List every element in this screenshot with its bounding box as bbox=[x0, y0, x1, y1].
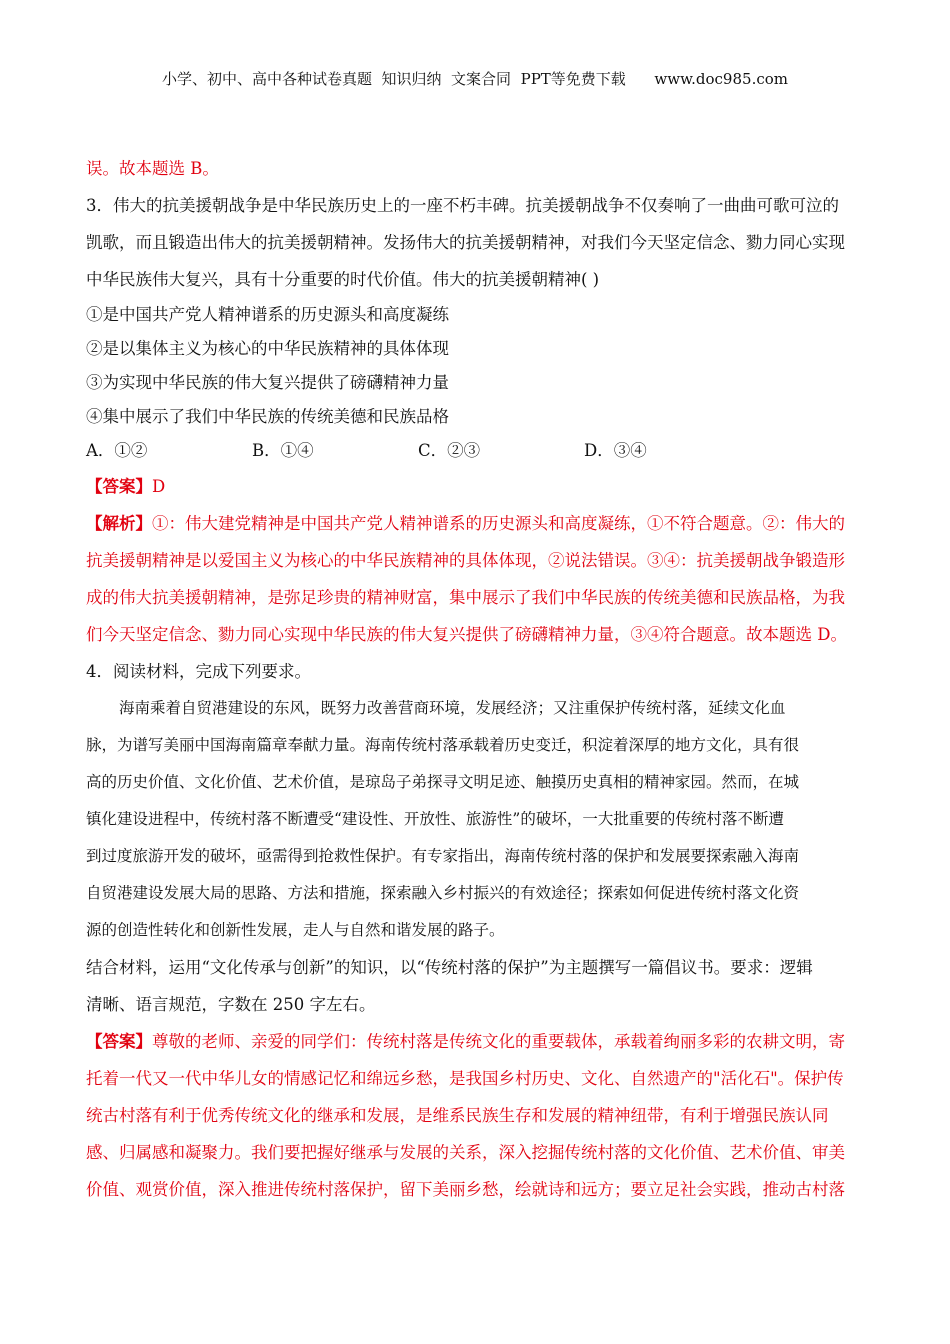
q4-material-line: 海南乘着自贸港建设的东风，既努力改善营商环境，发展经济；又注重保护传统村落，延续文化血 bbox=[119, 699, 786, 717]
answer-text: 尊敬的老师、亲爱的同学们：传统村落是传统文化的重要载体，承载着绚丽多彩的农耕文明，寄 bbox=[152, 1032, 845, 1051]
answer-value: D bbox=[152, 477, 166, 496]
q4-material-line: 自贸港建设发展大局的思路、方法和措施，探索融入乡村振兴的有效途径；探索如何促进传统村落文化资 bbox=[86, 884, 800, 902]
q4-task-line: 清晰、语言规范，字数在 250 字左右。 bbox=[86, 995, 376, 1014]
q3-analysis-line: 成的伟大抗美援朝精神，是弥足珍贵的精神财富，集中展示了我们中华民族的传统美德和民族品格，为我 bbox=[86, 588, 845, 607]
answer-tag: 【答案】 bbox=[86, 1032, 152, 1051]
q2-answer-tail: 误。故本题选 B。 bbox=[86, 159, 219, 178]
q4-material-line: 到过度旅游开发的破坏，亟需得到抢救性保护。有专家指出，海南传统村落的保护和发展要探索融入海南 bbox=[86, 847, 800, 865]
question-4 bbox=[86, 653, 868, 1208]
choice-c: C．②③ bbox=[418, 441, 481, 460]
q3-item: ①是中国共产党人精神谱系的历史源头和高度凝练 bbox=[86, 305, 449, 324]
q4-material-line: 源的创造性转化和创新性发展，走人与自然和谐发展的路子。 bbox=[86, 921, 505, 939]
analysis-text: ①：伟大建党精神是中国共产党人精神谱系的历史源头和高度凝练，①不符合题意。②：伟大的 bbox=[152, 514, 845, 533]
q4-answer-line: 价值、观赏价值，深入推进传统村落保护，留下美丽乡愁，绘就诗和远方；要立足社会实践，推动古村落 bbox=[86, 1180, 845, 1199]
question-3 bbox=[86, 187, 868, 653]
answer-tag: 【答案】 bbox=[86, 477, 152, 496]
q3-stem-line: 凯歌，而且锻造出伟大的抗美援朝精神。发扬伟大的抗美援朝精神，对我们今天坚定信念、勠力同心实现 bbox=[86, 233, 845, 252]
q3-item: ②是以集体主义为核心的中华民族精神的具体体现 bbox=[86, 339, 449, 358]
q3-item: ③为实现中华民族的伟大复兴提供了磅礴精神力量 bbox=[86, 373, 449, 392]
q4-task-line: 结合材料，运用“文化传承与创新”的知识，以“传统村落的保护”为主题撰写一篇倡议书。要求：逻辑 bbox=[86, 958, 813, 977]
choice-a: A．①② bbox=[86, 441, 148, 460]
q4-stem: 4．阅读材料，完成下列要求。 bbox=[86, 662, 311, 681]
q3-choices bbox=[86, 434, 868, 468]
document-body bbox=[86, 150, 868, 1208]
q4-answer-line: 感、归属感和凝聚力。我们要把握好继承与发展的关系，深入挖掘传统村落的文化价值、艺术价值、审美 bbox=[86, 1143, 845, 1162]
q3-answer bbox=[86, 468, 868, 505]
q3-stem-line: 中华民族伟大复兴，具有十分重要的时代价值。伟大的抗美援朝精神( ) bbox=[86, 270, 600, 289]
choice-b: B．①④ bbox=[252, 441, 314, 460]
q3-analysis-line: 抗美援朝精神是以爱国主义为核心的中华民族精神的具体体现，②说法错误。③④：抗美援朝战争锻造形 bbox=[86, 551, 845, 570]
q4-material-line: 脉，为谱写美丽中国海南篇章奉献力量。海南传统村落承载着历史变迁，积淀着深厚的地方文化，具有很 bbox=[86, 736, 800, 754]
q4-answer-line bbox=[86, 1023, 868, 1060]
analysis-tag: 【解析】 bbox=[86, 514, 152, 533]
q3-stem-line: 3．伟大的抗美援朝战争是中华民族历史上的一座不朽丰碑。抗美援朝战争不仅奏响了一曲曲可歌可泣的 bbox=[86, 196, 839, 215]
q3-analysis-line: 们今天坚定信念、勠力同心实现中华民族的伟大复兴提供了磅礴精神力量，③④符合题意。故本题选 D。 bbox=[86, 625, 847, 644]
page-header: 小学、初中、高中各种试卷真题 知识归纳 文案合同 PPT等免费下载 www.doc985.com bbox=[161, 70, 788, 88]
choice-d: D．③④ bbox=[584, 441, 647, 460]
q4-answer-line: 统古村落有利于优秀传统文化的继承和发展，是维系民族生存和发展的精神纽带，有利于增强民族认同 bbox=[86, 1106, 829, 1125]
q3-analysis-line bbox=[86, 505, 868, 542]
q3-item: ④集中展示了我们中华民族的传统美德和民族品格 bbox=[86, 407, 449, 426]
q4-answer-line: 托着一代又一代中华儿女的情感记忆和绵远乡愁，是我国乡村历史、文化、自然遗产的"活化石"。保护传 bbox=[86, 1069, 844, 1088]
q4-material-line: 高的历史价值、文化价值、艺术价值，是琼岛子弟探寻文明足迹、触摸历史真相的精神家园。然而，在城 bbox=[86, 773, 800, 791]
q4-material-line: 镇化建设进程中，传统村落不断遭受“建设性、开放性、旅游性”的破坏，一大批重要的传统村落不断遭 bbox=[86, 810, 784, 828]
